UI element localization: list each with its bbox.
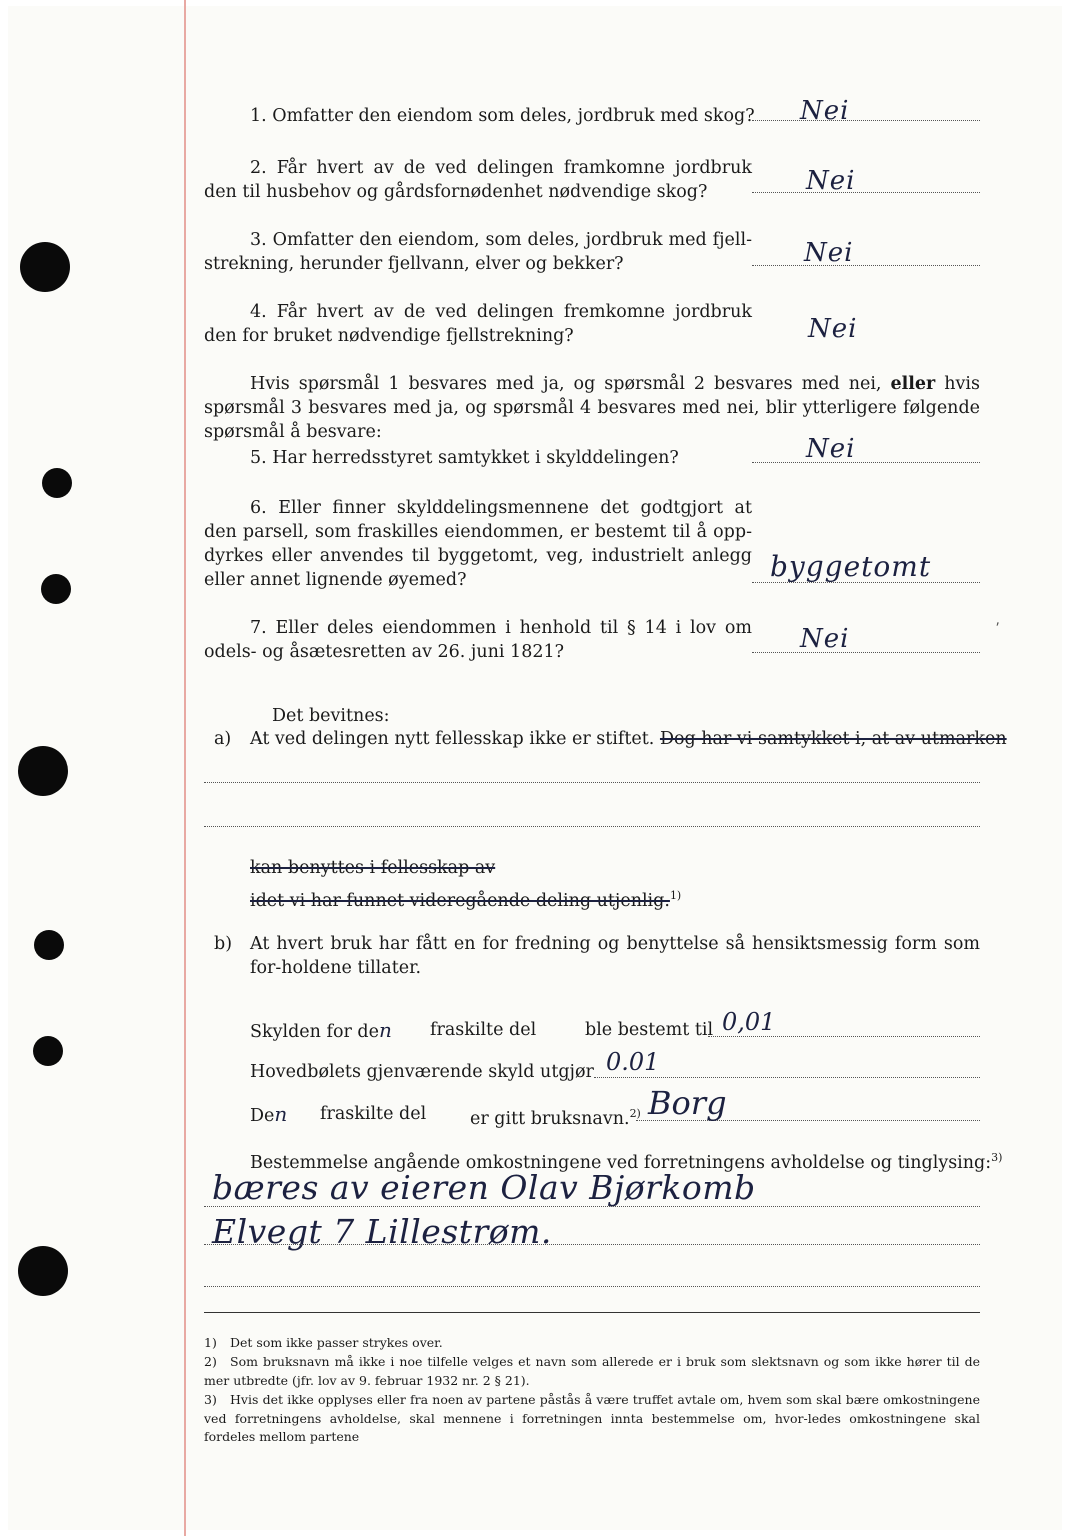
attest-a-text: At ved delingen nytt fellesskap ikke er stiftet. Dog har vi samtykket i, at av utmarken	[250, 729, 1007, 749]
attest-b-text: At hvert bruk har fått en for fredning og benyttelse så hensiktsmessig form som for-holdene tillater.	[250, 934, 980, 978]
struck-line-2: idet vi har funnet videregående deling utjenlig.$^{1)}$	[250, 889, 682, 911]
question-4: 4. Får hvert av de ved delingen fremkomne jordbruk den for bruket nødvendige fjellstrekning?	[204, 302, 752, 346]
answer-1: Nei	[800, 96, 850, 126]
binder-hole	[33, 1036, 63, 1066]
answer-2: Nei	[806, 166, 856, 196]
omkostning-label: Bestemmelse angående omkostningene ved forretningens avholdelse og tinglysing:$^{3)}$	[250, 1151, 1003, 1173]
bruksnavn-value: Borg	[648, 1084, 727, 1122]
answer-3: Nei	[804, 238, 854, 268]
footnote-2: 2) Som bruksnavn må ikke i noe tilfelle velges et navn som allerede er i bruk som slektsnavn og som ikke hører til de mer utbredte (jfr. lov av 9. februar 1932 nr. 2 § 21).	[204, 1354, 980, 1388]
skyld-row-3-del: fraskilte del	[320, 1104, 427, 1124]
skyld-row-1-del: fraskilte del	[430, 1020, 537, 1040]
answer-5: Nei	[806, 434, 856, 464]
hand-line-2	[204, 1244, 980, 1245]
hand-line-3	[204, 1286, 980, 1287]
question-2: 2. Får hvert av de ved delingen framkomne jordbruk den til husbehov og gårdsfornødenhet nødvendige skog?	[204, 158, 752, 202]
skyld-row-2-label: Hovedbølets gjenværende skyld utgjør	[250, 1062, 594, 1082]
skyld-row-1-label: Skylden for den	[250, 1018, 392, 1042]
skyld-row-3-navn: er gitt bruksnavn.$^{2)}$	[470, 1107, 641, 1129]
conditional-paragraph: Hvis spørsmål 1 besvares med ja, og spørsmål 2 besvares med nei, eller hvis spørsmål 3 besvares med ja, og spørsmål 4 besvares med nei, blir ytterligere følgende spørsmål å besvare:	[204, 374, 980, 442]
answer-7: Nei	[800, 624, 850, 654]
skyld-row-3-label: Den	[250, 1102, 288, 1126]
binder-hole	[34, 930, 64, 960]
hand-line-1	[204, 1206, 980, 1207]
answer-line-7	[752, 652, 980, 653]
margin-line	[184, 0, 186, 1536]
question-1: 1. Omfatter den eiendom som deles, jordbruk med skog?	[250, 106, 755, 126]
question-5: 5. Har herredsstyret samtykket i skylddelingen?	[250, 448, 679, 468]
struck-line-1: kan benyttes i fellesskap av	[250, 858, 496, 878]
skyld-value-2: 0.01	[606, 1048, 660, 1076]
binder-hole	[18, 746, 68, 796]
attest-b-label: b)	[214, 934, 233, 954]
skyld-value-1: 0,01	[722, 1008, 776, 1036]
blank-line	[204, 826, 980, 827]
skyld-line-1	[708, 1036, 980, 1037]
footnote-3: 3) Hvis det ikke opplyses eller fra noen av partene påstås å være truffet avtale om, hvem som skal bære omkostningene ved forretningens avholdelse, skal mennene i forretningen innta bestemmelse om, hvor-ledes omkostningene skal fordeles mellom partene	[204, 1392, 980, 1444]
answer-line-1	[752, 120, 980, 121]
omkostning-hand-1: bæres av eieren Olav Bjørkomb	[212, 1168, 756, 1207]
binder-hole	[20, 242, 70, 292]
omkostning-hand-2: Elvegt 7 Lillestrøm.	[212, 1212, 552, 1251]
skyld-line-2	[594, 1077, 980, 1078]
skyld-row-1-bestemt: ble bestemt til	[585, 1020, 714, 1040]
answer-4: Nei	[808, 314, 858, 344]
attest-heading: Det bevitnes:	[272, 706, 390, 726]
answer-6: byggetomt	[770, 550, 932, 583]
answer-line-3	[752, 265, 980, 266]
blank-line	[204, 782, 980, 783]
margin-mark: ⸴	[996, 614, 1000, 630]
footnote-1: 1) Det som ikke passer strykes over.	[204, 1335, 443, 1350]
attest-a-struck: Dog har vi samtykket i, at av utmarken	[659, 729, 1007, 749]
question-3: 3. Omfatter den eiendom, som deles, jordbruk med fjell-strekning, herunder fjellvann, elver og bekker?	[204, 230, 752, 274]
answer-line-2	[752, 192, 980, 193]
attest-a-label: a)	[214, 729, 232, 749]
answer-line-5	[752, 462, 980, 463]
binder-hole	[42, 468, 72, 498]
binder-hole	[41, 574, 71, 604]
question-6: 6. Eller finner skylddelingsmennene det godtgjort at den parsell, som fraskilles eiendommen, er bestemt til å opp-dyrkes eller anvendes til byggetomt, veg, industrielt anlegg eller annet lignende øyemed?	[204, 498, 752, 590]
footnote-divider	[204, 1312, 980, 1313]
binder-hole	[18, 1246, 68, 1296]
question-7: 7. Eller deles eiendommen i henhold til § 14 i lov om odels- og åsætesretten av 26. juni 1821?	[204, 618, 752, 662]
